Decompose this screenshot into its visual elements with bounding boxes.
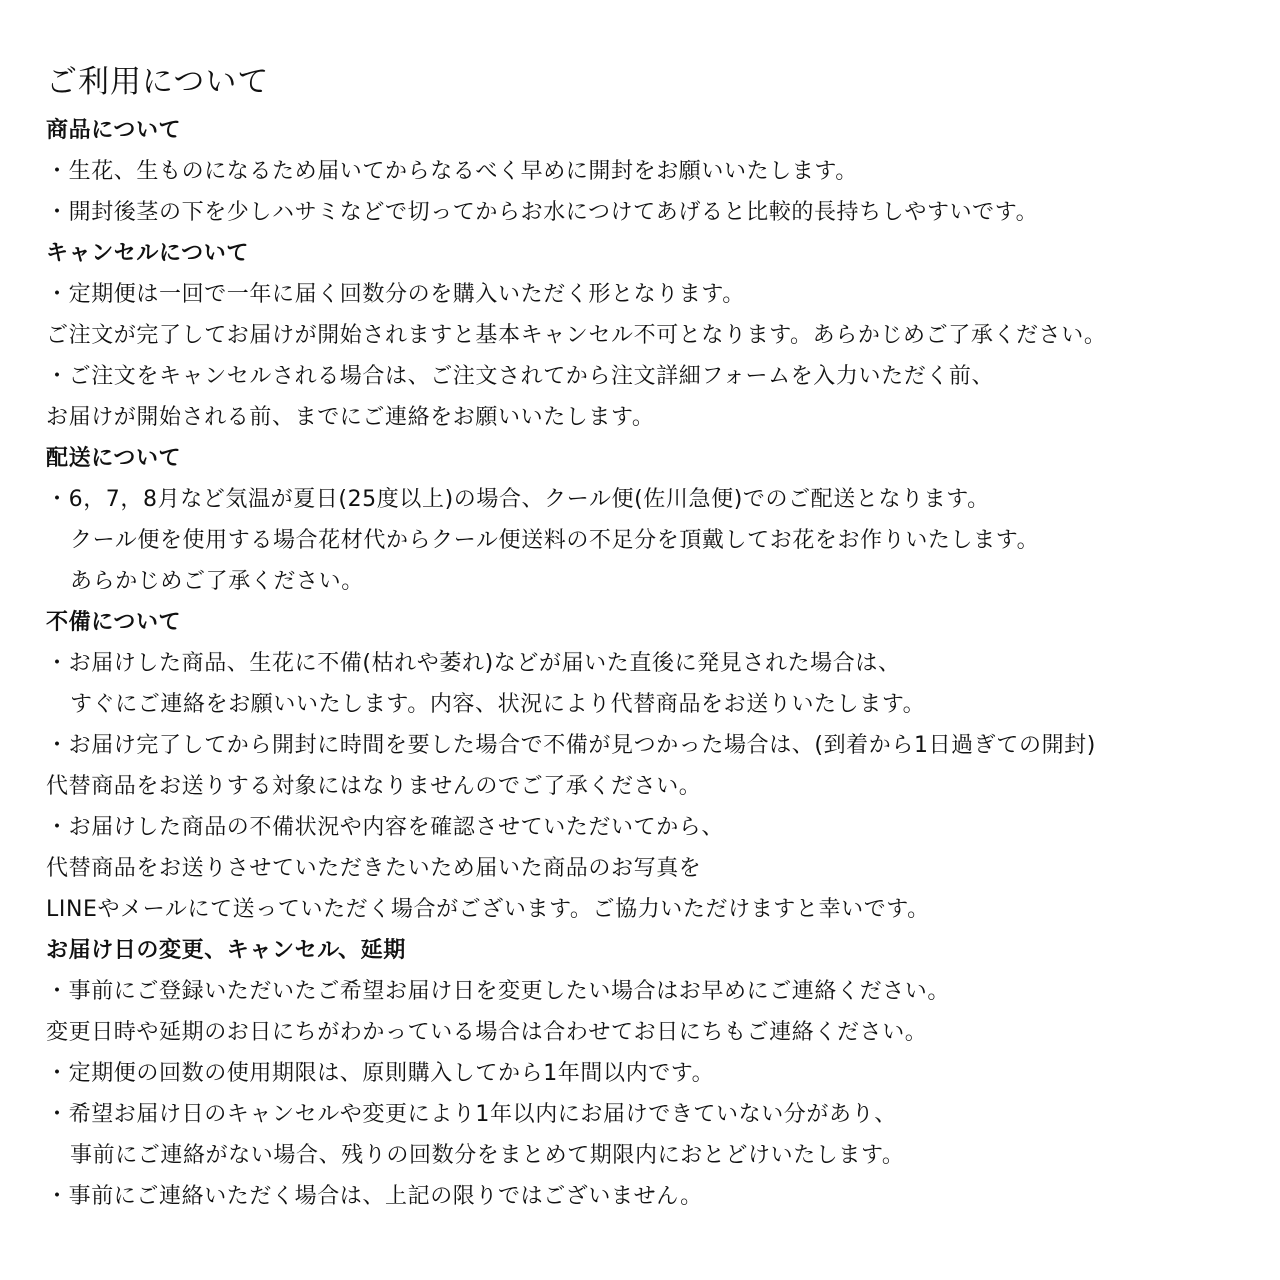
notice-line: ご注文が完了してお届けが開始されますと基本キャンセル不可となります。あらかじめご了承ください。 bbox=[46, 323, 1107, 348]
notice-line: ・お届けした商品の不備状況や内容を確認させていただいてから、 bbox=[46, 815, 725, 840]
notice-line: ・希望お届け日のキャンセルや変更により1年以内にお届けできていない分があり、 bbox=[46, 1102, 897, 1127]
notice-line: ・開封後茎の下を少しハサミなどで切ってからお水につけてあげると比較的長持ちしやすいです。 bbox=[46, 200, 1039, 225]
notice-line: すぐにご連絡をお願いいたします。内容、状況により代替商品をお送りいたします。 bbox=[70, 692, 926, 717]
notice-line: ・お届け完了してから開封に時間を要した場合で不備が見つかった場合は、(到着から1日過ぎての開封) bbox=[46, 733, 1096, 758]
section-heading: キャンセルについて bbox=[46, 241, 249, 266]
notice-line: 代替商品をお送りさせていただきたいため届いた商品のお写真を bbox=[46, 856, 702, 881]
notice-line: ・6，7，8月など気温が夏日(25度以上)の場合、クール便(佐川急便)でのご配送となります。 bbox=[46, 487, 990, 512]
section-heading: 配送について bbox=[46, 446, 182, 471]
notice-line: LINEやメールにて送っていただく場合がございます。ご協力いただけますと幸いです。 bbox=[46, 897, 930, 922]
notice-line: 変更日時や延期のお日にちがわかっている場合は合わせてお日にちもご連絡ください。 bbox=[46, 1020, 928, 1045]
usage-notice bbox=[46, 62, 1246, 1217]
notice-line: クール便を使用する場合花材代からクール便送料の不足分を頂戴してお花をお作りいたします。 bbox=[70, 528, 1040, 553]
section-defects bbox=[46, 602, 1246, 930]
section-delivery-change bbox=[46, 930, 1246, 1217]
page-title: ご利用について bbox=[46, 64, 270, 100]
section-heading: 商品について bbox=[46, 118, 182, 143]
notice-line: ・事前にご登録いただいたご希望お届け日を変更したい場合はお早めにご連絡ください。 bbox=[46, 979, 951, 1004]
section-product bbox=[46, 110, 1246, 233]
section-heading: 不備について bbox=[46, 610, 182, 635]
notice-line: 代替商品をお送りする対象にはなりませんのでご了承ください。 bbox=[46, 774, 702, 799]
notice-line: ・ご注文をキャンセルされる場合は、ご注文されてから注文詳細フォームを入力いただく前、 bbox=[46, 364, 995, 389]
notice-line: お届けが開始される前、までにご連絡をお願いいたします。 bbox=[46, 405, 655, 430]
notice-line: ・生花、生ものになるため届いてからなるべく早めに開封をお願いいたします。 bbox=[46, 159, 858, 184]
notice-line: ・定期便の回数の使用期限は、原則購入してから1年間以内です。 bbox=[46, 1061, 715, 1086]
section-shipping bbox=[46, 438, 1246, 602]
section-heading: お届け日の変更、キャンセル、延期 bbox=[46, 938, 406, 963]
notice-line: ・お届けした商品、生花に不備(枯れや萎れ)などが届いた直後に発見された場合は、 bbox=[46, 651, 901, 676]
notice-line: ・定期便は一回で一年に届く回数分のを購入いただく形となります。 bbox=[46, 282, 745, 307]
notice-line: あらかじめご了承ください。 bbox=[70, 569, 364, 594]
notice-line: 事前にご連絡がない場合、残りの回数分をまとめて期限内におとどけいたします。 bbox=[70, 1143, 905, 1168]
section-cancel bbox=[46, 233, 1246, 438]
notice-line: ・事前にご連絡いただく場合は、上記の限りではございません。 bbox=[46, 1184, 703, 1209]
